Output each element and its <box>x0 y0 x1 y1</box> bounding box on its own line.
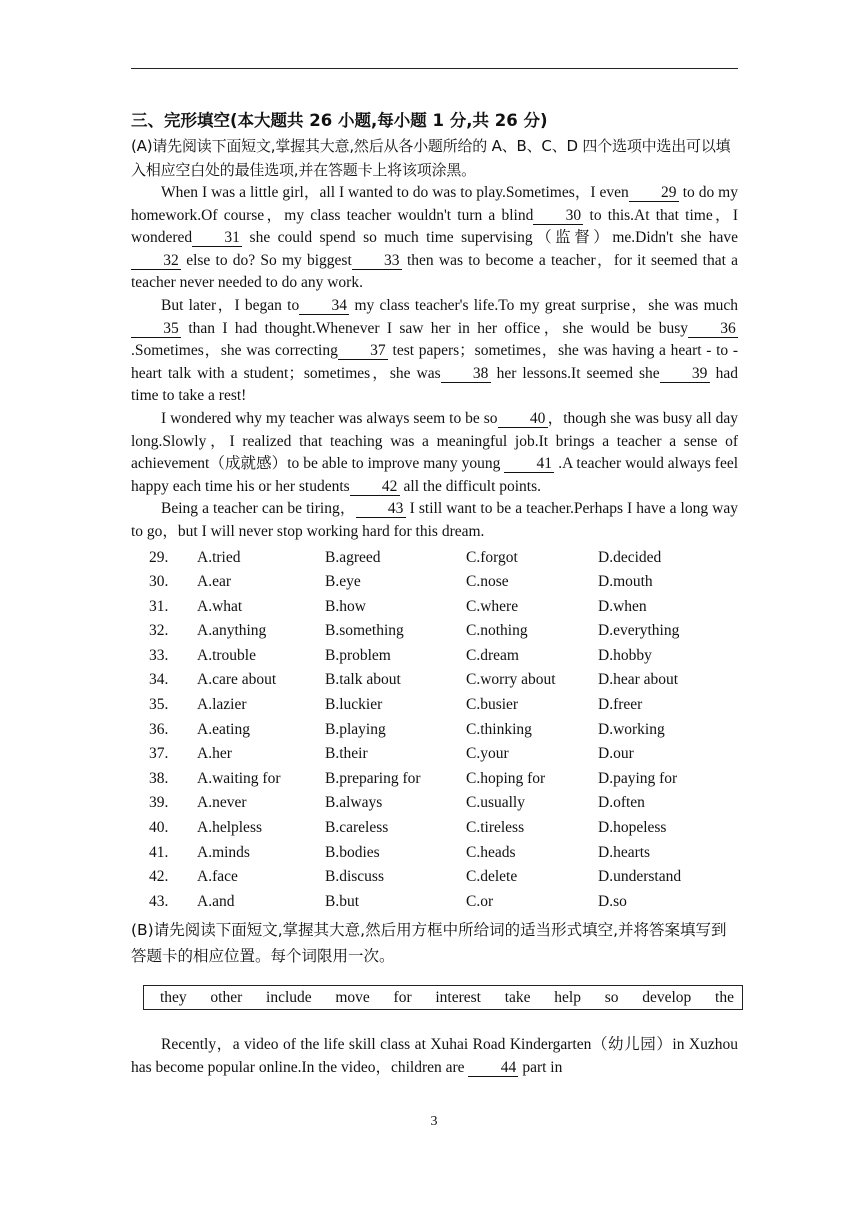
word-bank-item: take <box>504 988 531 1006</box>
option-row <box>131 570 738 595</box>
answer-options-list <box>131 546 738 915</box>
answer-blank-34: 34 <box>299 297 349 315</box>
option-a: A.face <box>197 868 238 886</box>
section-title: 三、完形填空(本大题共 26 小题,每小题 1 分,共 26 分) <box>131 111 548 130</box>
answer-blank-39: 39 <box>660 365 710 383</box>
option-b: B.talk about <box>325 671 401 689</box>
option-row <box>131 619 738 644</box>
option-b: B.how <box>325 597 366 615</box>
passage-text: had time to take a rest! <box>131 364 739 405</box>
passage-text: When I was a little girl，all I wanted to do was to play.Sometimes，I even <box>161 184 629 201</box>
part-a-passage <box>131 182 738 544</box>
passage-paragraph <box>131 498 738 543</box>
header-rule <box>131 68 738 69</box>
option-row <box>131 668 738 693</box>
word-bank-item: other <box>210 988 243 1006</box>
word-bank-item: the <box>715 988 734 1006</box>
question-number: 36. <box>149 720 169 738</box>
option-b: B.something <box>325 622 404 640</box>
option-row <box>131 890 738 915</box>
answer-blank-31: 31 <box>192 229 242 247</box>
answer-blank-36: 36 <box>688 320 738 338</box>
option-b: B.luckier <box>325 696 383 714</box>
part-a-instructions: (A)请先阅读下面短文,掌握其大意,然后从各小题所给的 A、B、C、D 四个选项中选出可以填入相应空白处的最佳选项,并在答题卡上将该项涂黑。 <box>131 137 731 179</box>
option-d: D.understand <box>598 868 682 886</box>
option-a: A.what <box>197 597 243 615</box>
answer-blank-32: 32 <box>131 252 181 270</box>
option-c: C.nose <box>466 573 509 591</box>
answer-blank-40: 40 <box>498 410 548 428</box>
word-bank-item: so <box>604 988 619 1006</box>
option-row <box>131 791 738 816</box>
word-bank-box <box>143 985 743 1010</box>
word-bank-item: interest <box>435 988 481 1006</box>
word-bank-item: develop <box>642 988 692 1006</box>
option-d: D.so <box>598 892 627 910</box>
answer-blank-33: 33 <box>352 252 402 270</box>
question-number: 39. <box>149 794 169 812</box>
passage-text: part in <box>518 1059 563 1076</box>
option-d: D.hobby <box>598 646 652 664</box>
option-a: A.anything <box>197 622 267 640</box>
option-c: C.your <box>466 745 509 763</box>
answer-blank-44: 44 <box>468 1059 518 1077</box>
part-b-instructions: (B)请先阅读下面短文,掌握其大意,然后用方框中所给词的适当形式填空,并将答案填写到答题卡的相应位置。每个词限用一次。 <box>131 921 727 965</box>
option-row <box>131 767 738 792</box>
option-b: B.discuss <box>325 868 384 886</box>
option-d: D.often <box>598 794 645 812</box>
word-bank-item: for <box>393 988 412 1006</box>
option-b: B.careless <box>325 819 389 837</box>
option-row <box>131 693 738 718</box>
passage-text: Being a teacher can be tiring， <box>161 500 356 518</box>
passage-text: ，though she was busy all day long.Slowly，I realized that teaching was a meaningful job.It brings a teacher a sense of achievement（成就感）to be able to improve many young <box>131 409 738 473</box>
passage-text: to this.At that time，I wondered <box>131 206 738 247</box>
question-number: 41. <box>149 843 169 861</box>
option-b: B.but <box>325 892 360 910</box>
question-number: 38. <box>149 769 169 787</box>
passage-text: .A teacher would always feel happy each time his or her students <box>131 455 739 495</box>
passage-paragraph <box>131 408 738 498</box>
page-content <box>131 108 738 1080</box>
option-d: D.hearts <box>598 843 651 861</box>
question-number: 30. <box>149 573 169 591</box>
option-c: C.usually <box>466 794 525 812</box>
option-a: A.her <box>197 745 232 763</box>
answer-blank-29: 29 <box>629 184 679 202</box>
option-a: A.tried <box>197 548 241 566</box>
option-a: A.ear <box>197 573 231 591</box>
question-number: 32. <box>149 622 169 640</box>
passage-text: she could spend so much time supervising（监督）me.Didn't she have <box>242 229 738 247</box>
question-number: 33. <box>149 646 169 664</box>
passage-paragraph <box>131 295 738 408</box>
passage-text: my class teacher's life.To my great surprise，she was much <box>349 296 739 314</box>
question-number: 42. <box>149 868 169 886</box>
option-c: C.or <box>466 892 494 910</box>
passage-text: I still want to be a teacher.Perhaps I have a long way to go，but I will never stop working hard for this dream. <box>131 500 738 540</box>
question-number: 35. <box>149 696 169 714</box>
option-d: D.our <box>598 745 634 763</box>
question-number: 43. <box>149 892 169 910</box>
passage-text: But later，I began to <box>161 296 300 314</box>
question-number: 29. <box>149 548 169 566</box>
option-d: D.mouth <box>598 573 653 591</box>
word-bank-item: move <box>335 988 370 1006</box>
question-number: 40. <box>149 819 169 837</box>
option-d: D.when <box>598 597 647 615</box>
option-row <box>131 644 738 669</box>
option-d: D.working <box>598 720 665 738</box>
word-bank-item: they <box>160 988 187 1006</box>
option-c: C.nothing <box>466 622 528 640</box>
passage-text: than I had thought.Whenever I saw her in her office，she would be busy <box>181 319 688 337</box>
page-number: 3 <box>430 1114 438 1129</box>
option-b: B.always <box>325 794 383 812</box>
option-c: C.hoping for <box>466 769 546 787</box>
option-a: A.lazier <box>197 696 247 714</box>
option-row <box>131 595 738 620</box>
question-number: 31. <box>149 597 169 615</box>
option-c: C.worry about <box>466 671 556 689</box>
option-a: A.helpless <box>197 819 263 837</box>
word-bank-item: include <box>266 988 312 1006</box>
option-a: A.never <box>197 794 247 812</box>
part-b-paragraph <box>131 1034 738 1079</box>
option-a: A.care about <box>197 671 277 689</box>
passage-text: test papers；sometimes，she was having a heart - to - heart talk with a student；sometimes，she was <box>131 342 739 382</box>
option-c: C.where <box>466 597 519 615</box>
passage-text: then was to become a teacher，for it seemed that a teacher never needed to do any work. <box>131 251 738 292</box>
option-b: B.preparing for <box>325 769 421 787</box>
answer-blank-38: 38 <box>441 365 491 383</box>
option-d: D.everything <box>598 622 680 640</box>
option-row <box>131 718 738 743</box>
option-b: B.their <box>325 745 368 763</box>
option-b: B.playing <box>325 720 386 738</box>
passage-paragraph <box>131 182 738 295</box>
option-row <box>131 865 738 890</box>
passage-text: to do my homework.Of course，my class teacher wouldn't turn a blind <box>131 184 738 224</box>
question-number: 37. <box>149 745 169 763</box>
option-a: A.trouble <box>197 646 256 664</box>
option-c: C.heads <box>466 843 516 861</box>
option-c: C.tireless <box>466 819 525 837</box>
word-bank-item: help <box>554 988 581 1006</box>
option-d: D.hear about <box>598 671 679 689</box>
option-b: B.agreed <box>325 548 381 566</box>
option-c: C.dream <box>466 646 519 664</box>
option-c: C.delete <box>466 868 518 886</box>
option-b: B.problem <box>325 646 391 664</box>
passage-text: Recently，a video of the life skill class at Xuhai Road Kindergarten（幼儿园）in Xuzhou has become popular online.In the video，children are <box>131 1036 738 1076</box>
option-row <box>131 841 738 866</box>
option-d: D.paying for <box>598 769 678 787</box>
option-d: D.freer <box>598 696 643 714</box>
passage-text: else to do? So my biggest <box>181 251 352 269</box>
option-c: C.thinking <box>466 720 532 738</box>
option-b: B.eye <box>325 573 361 591</box>
answer-blank-41: 41 <box>504 455 554 473</box>
option-b: B.bodies <box>325 843 380 861</box>
option-c: C.busier <box>466 696 519 714</box>
answer-blank-43: 43 <box>356 500 406 518</box>
option-row <box>131 546 738 571</box>
answer-blank-35: 35 <box>131 320 181 338</box>
question-number: 34. <box>149 671 169 689</box>
answer-blank-42: 42 <box>350 478 400 496</box>
option-a: A.and <box>197 892 235 910</box>
answer-blank-37: 37 <box>338 342 388 360</box>
option-a: A.minds <box>197 843 250 861</box>
answer-blank-30: 30 <box>533 207 583 225</box>
option-a: A.eating <box>197 720 250 738</box>
passage-text: .Sometimes，she was correcting <box>131 342 338 360</box>
option-row <box>131 816 738 841</box>
option-row <box>131 742 738 767</box>
option-c: C.forgot <box>466 548 518 566</box>
option-d: D.decided <box>598 548 662 566</box>
passage-text: I wondered why my teacher was always seem to be so <box>161 409 498 427</box>
option-a: A.waiting for <box>197 769 281 787</box>
passage-text: her lessons.It seemed she <box>490 364 660 382</box>
option-d: D.hopeless <box>598 819 667 837</box>
passage-text: all the difficult points. <box>399 477 542 495</box>
